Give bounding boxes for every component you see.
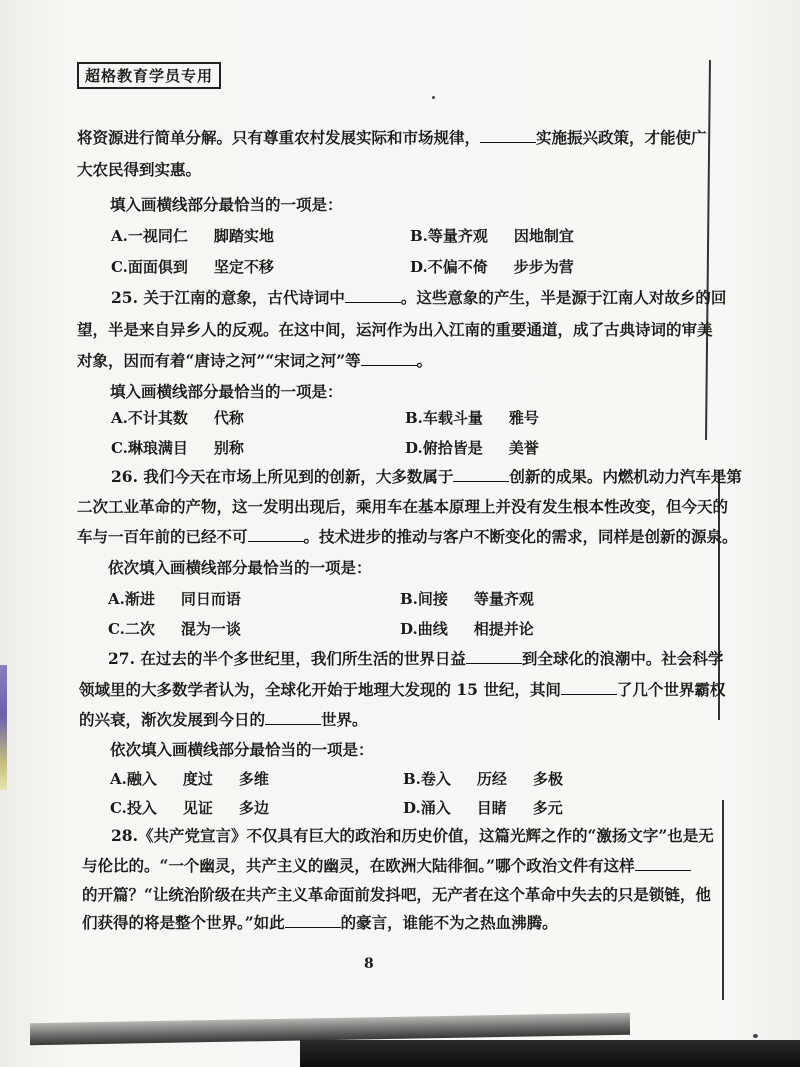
q25-line3: 对象，因而有着“唐诗之河”“宋词之河”等 。 <box>77 351 433 370</box>
blank <box>635 856 691 871</box>
q27-option-b: B.卷入 历经 多极 <box>403 770 563 788</box>
speck <box>753 1034 758 1038</box>
q26-option-c: C.二次 混为一谈 <box>108 620 241 638</box>
q27-line3: 的兴衰，渐次发展到今日的 世界。 <box>79 710 368 729</box>
q26-line3: 车与一百年前的已经不可 。技术进步的推动与客户不断变化的需求，同样是创新的源泉。 <box>77 527 738 546</box>
q24-option-d: D.不偏不倚 步步为营 <box>410 258 574 276</box>
blank <box>285 913 341 928</box>
q24-option-a: A.一视同仁 脚踏实地 <box>111 227 274 245</box>
q26-option-b: B.间接 等量齐观 <box>400 590 534 608</box>
q26-prompt: 依次填入画横线部分最恰当的一项是： <box>108 558 372 577</box>
q26-line1: 26. 我们今天在市场上所见到的创新，大多数属于 创新的成果。内燃机动力汽车是第 <box>111 467 742 486</box>
q28-line4: 们获得的将是整个世界。”如此 的豪言，谁能不为之热血沸腾。 <box>82 913 558 932</box>
page-number: 8 <box>364 956 374 972</box>
q28-line1: 28.《共产党宣言》不仅具有巨大的政治和历史价值，这篇光辉之作的“激扬文字”也是无 <box>111 826 714 845</box>
q24-option-b: B.等量齐观 因地制宜 <box>410 227 574 245</box>
q25-line1: 25. 关于江南的意象，古代诗词中 。这些意象的产生，半是源于江南人对故乡的回 <box>111 288 727 307</box>
q27-option-c: C.投入 见证 多边 <box>110 799 269 817</box>
q24-line2: 大农民得到实惠。 <box>77 160 202 179</box>
blank <box>265 710 321 725</box>
q24-line1: 将资源进行简单分解。只有尊重农村发展实际和市场规律， 实施振兴政策，才能使广 <box>77 128 707 147</box>
header-label: 超格教育学员专用 <box>77 62 221 89</box>
q25-option-a: A.不计其数 代称 <box>111 409 244 427</box>
q27-line2: 领域里的大多数学者认为，全球化开始于地理大发现的 15 世纪，其间 了几个世界霸权 <box>79 680 726 699</box>
q24-option-c: C.面面俱到 坚定不移 <box>111 258 274 276</box>
scan-shadow-dark <box>300 1040 800 1067</box>
blank <box>561 680 617 695</box>
q27-option-d: D.涌入 目睹 多元 <box>403 799 563 817</box>
q28-line2: 与伦比的。“一个幽灵，共产主义的幽灵，在欧洲大陆徘徊。”哪个政治文件有这样 <box>82 856 691 876</box>
binding-edge <box>0 665 7 790</box>
right-margin-line <box>705 60 710 440</box>
right-margin-line-bottom <box>722 800 724 1000</box>
q28-line3: 的开篇？“让统治阶级在共产主义革命面前发抖吧，无产者在这个革命中失去的只是锁链，他 <box>82 885 711 904</box>
q26-line2: 二次工业革命的产物，这一发明出现后，乘用车在基本原理上并没有发生根本性改变，但今天的 <box>77 497 729 516</box>
blank <box>480 128 536 143</box>
q26-option-d: D.曲线 相提并论 <box>400 620 534 638</box>
blank <box>361 351 417 366</box>
q25-option-b: B.车载斗量 雅号 <box>405 409 539 427</box>
blank <box>248 527 304 542</box>
q25-option-c: C.琳琅满目 别称 <box>111 439 244 457</box>
q27-option-a: A.融入 度过 多维 <box>110 770 269 788</box>
blank <box>453 467 509 482</box>
blank <box>466 649 522 664</box>
q25-line2: 望，半是来自异乡人的反观。在这中间，运河作为出入江南的重要通道，成了古典诗词的审美 <box>77 320 713 339</box>
q25-prompt: 填入画横线部分最恰当的一项是： <box>110 382 343 401</box>
q27-line1: 27. 在过去的半个多世纪里，我们所生活的世界日益 到全球化的浪潮中。社会科学 <box>108 649 724 668</box>
q25-option-d: D.俯拾皆是 美誉 <box>405 439 539 457</box>
speck <box>432 96 435 99</box>
q26-option-a: A.渐进 同日而语 <box>108 590 241 608</box>
blank <box>345 288 401 303</box>
q24-prompt: 填入画横线部分最恰当的一项是： <box>110 195 343 214</box>
q27-prompt: 依次填入画横线部分最恰当的一项是： <box>110 740 374 759</box>
